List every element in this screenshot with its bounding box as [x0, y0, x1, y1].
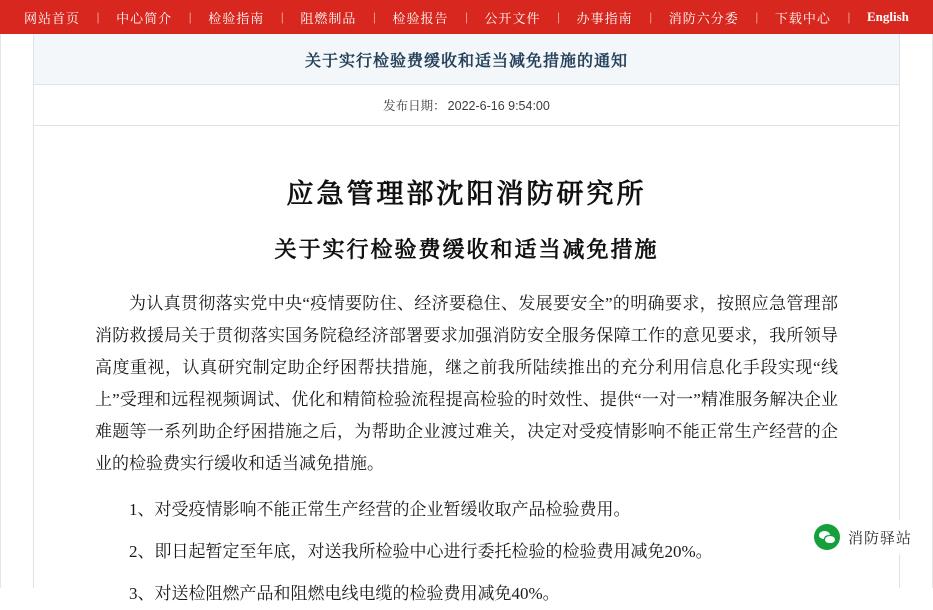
list-item: 1、对受疫情影响不能正常生产经营的企业暂缓收取产品检验费用。 — [129, 500, 631, 519]
nav-separator: | — [557, 10, 561, 24]
nav-separator: | — [755, 10, 759, 24]
nav-item-public-documents[interactable]: 公开文件 — [484, 10, 541, 26]
document-body — [33, 126, 900, 610]
nav-item-flame-retardant-products[interactable]: 阻燃制品 — [300, 10, 357, 26]
nav-separator: | — [96, 10, 100, 24]
publish-date-value: 2022-6-16 9:54:00 — [447, 99, 550, 113]
page-frame — [0, 34, 933, 603]
list-item: 3、对送检阻燃产品和阻燃电线电缆的检验费用减免40%。 — [129, 584, 560, 603]
nav-item-inspection-report[interactable]: 检验报告 — [392, 10, 449, 26]
nav-separator: | — [464, 10, 469, 24]
nav-separator: | — [847, 10, 851, 24]
account-name-label: 消防驿站 — [847, 529, 912, 547]
nav-separator: | — [372, 10, 376, 24]
nav-item-download-center[interactable]: 下载中心 — [774, 10, 831, 26]
nav-item-about[interactable]: 中心简介 — [116, 10, 173, 26]
account-watermark-badge — [808, 520, 918, 554]
page-title: 关于实行检验费缓收和适当减免措施的通知 — [33, 34, 900, 85]
document-subject-title: 关于实行检验费缓收和适当减免措施 — [274, 237, 659, 262]
wechat-green-logo-icon — [814, 524, 840, 550]
list-item: 2、即日起暂定至年底，对送我所检验中心进行委托检验的检验费用减免20%。 — [129, 542, 713, 561]
nav-separator: | — [188, 10, 192, 24]
right-margin-rail — [899, 34, 932, 588]
nav-separator: | — [280, 10, 284, 24]
left-margin-rail — [1, 34, 34, 588]
nav-item-committee[interactable]: 消防六分委 — [668, 10, 739, 26]
issuing-organization-title: 应急管理部沈阳消防研究所 — [286, 179, 647, 209]
nav-item-service-guide[interactable]: 办事指南 — [576, 10, 633, 26]
document-paragraph: 为认真贯彻落实党中央“疫情要防住、经济要稳住、发展要安全”的明确要求，按照应急管理部消防救援局关于贯彻落实国务院稳经济部署要求加强消防安全服务保障工作的意见要求，我所领导高度重视，认真研究制定助企纾困帮扶措施，继之前我所陆续推出的充分利用信息化手段实现“线上”受理和远程视频调试、优化和精简检验流程提高检验的时效性、提供“一对一”精准服务解决企业难题等一系列助企纾困措施之后，为帮助企业渡过难关，决定对受疫情影响不能正常生产经营的企业的检验费实行缓收和适当减免措施。 — [95, 294, 838, 473]
document-header-block — [33, 34, 900, 126]
top-navigation-bar — [0, 0, 933, 34]
nav-item-english[interactable]: English — [866, 9, 909, 24]
publish-date-row — [33, 85, 900, 125]
nav-item-home[interactable]: 网站首页 — [24, 10, 81, 26]
publish-date-label: 发布日期： — [383, 99, 446, 113]
nav-separator: | — [649, 10, 653, 24]
nav-item-inspection-guide[interactable]: 检验指南 — [208, 10, 265, 26]
